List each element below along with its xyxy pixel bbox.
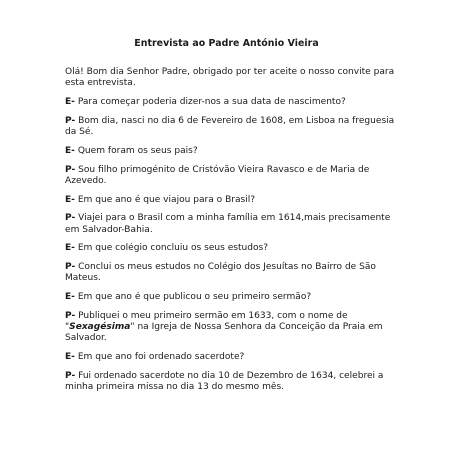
speaker-label: P- bbox=[65, 213, 76, 224]
speaker-label: P- bbox=[65, 164, 76, 175]
question-text: Em que ano é que publicou o seu primeiro sermão? bbox=[74, 292, 312, 303]
answer-text: Bom dia, nasci no dia 6 de Fevereiro de 1608, em Lisboa na freguesia da Sé. bbox=[65, 115, 395, 137]
document-title: Entrevista ao Padre António Vieira bbox=[134, 38, 319, 49]
speaker-label: P- bbox=[65, 262, 76, 273]
answer-paragraph bbox=[65, 213, 395, 235]
speaker-label: E- bbox=[65, 194, 75, 205]
speaker-label: E- bbox=[65, 352, 75, 363]
answer-text: Fui ordenado sacerdote no dia 10 de Dezembro de 1634, celebrei a minha primeira missa no dia 13 do mesmo mês. bbox=[65, 370, 384, 393]
question-text: Em que ano é que viajou para o Brasil? bbox=[74, 194, 256, 205]
intro-paragraph: Olá! Bom dia Senhor Padre, obrigado por ter aceite o nosso convite para esta entrevista. bbox=[65, 67, 395, 89]
answer-paragraph bbox=[65, 262, 395, 284]
question-paragraph bbox=[65, 146, 395, 157]
answer-text: Publiquei o meu primeiro sermão em 1633, com o nome de " bbox=[65, 310, 348, 333]
question-paragraph bbox=[65, 352, 395, 363]
answer-text: Sou filho primogénito de Cristóvão Vieira Ravasco e de Maria de Azevedo. bbox=[65, 164, 370, 186]
sermon-title: Sexagésima bbox=[69, 322, 131, 333]
answer-paragraph bbox=[65, 371, 395, 393]
question-paragraph bbox=[65, 292, 395, 303]
question-text: Em que colégio concluiu os seus estudos? bbox=[74, 243, 269, 254]
speaker-label: P- bbox=[65, 310, 76, 321]
question-text: Quem foram os seus pais? bbox=[74, 145, 198, 156]
question-text: Para começar poderia dizer-nos a sua data de nascimento? bbox=[74, 97, 346, 107]
answer-paragraph bbox=[65, 165, 395, 187]
answer-paragraph bbox=[65, 311, 395, 345]
question-paragraph bbox=[65, 97, 395, 108]
answer-text-continued: " na Igreja de Nossa Senhora da Conceição da Praia em Salvador. bbox=[65, 322, 383, 344]
speaker-label: E- bbox=[65, 292, 75, 303]
answer-text: Conclui os meus estudos no Colégio dos Jesuítas no Bairro de São Mateus. bbox=[65, 262, 376, 284]
question-paragraph bbox=[65, 195, 395, 206]
question-text: Em que ano foi ordenado sacerdote? bbox=[74, 352, 245, 363]
speaker-label: P- bbox=[65, 370, 76, 381]
interview-body bbox=[65, 67, 395, 401]
speaker-label: E- bbox=[65, 243, 75, 254]
speaker-label: E- bbox=[65, 97, 75, 107]
question-paragraph bbox=[65, 243, 395, 254]
answer-text: Viajei para o Brasil com a minha família em 1614,mais precisamente em Salvador-Bahia. bbox=[65, 213, 391, 235]
answer-paragraph bbox=[65, 116, 395, 138]
speaker-label: P- bbox=[65, 115, 76, 126]
speaker-label: E- bbox=[65, 145, 75, 156]
